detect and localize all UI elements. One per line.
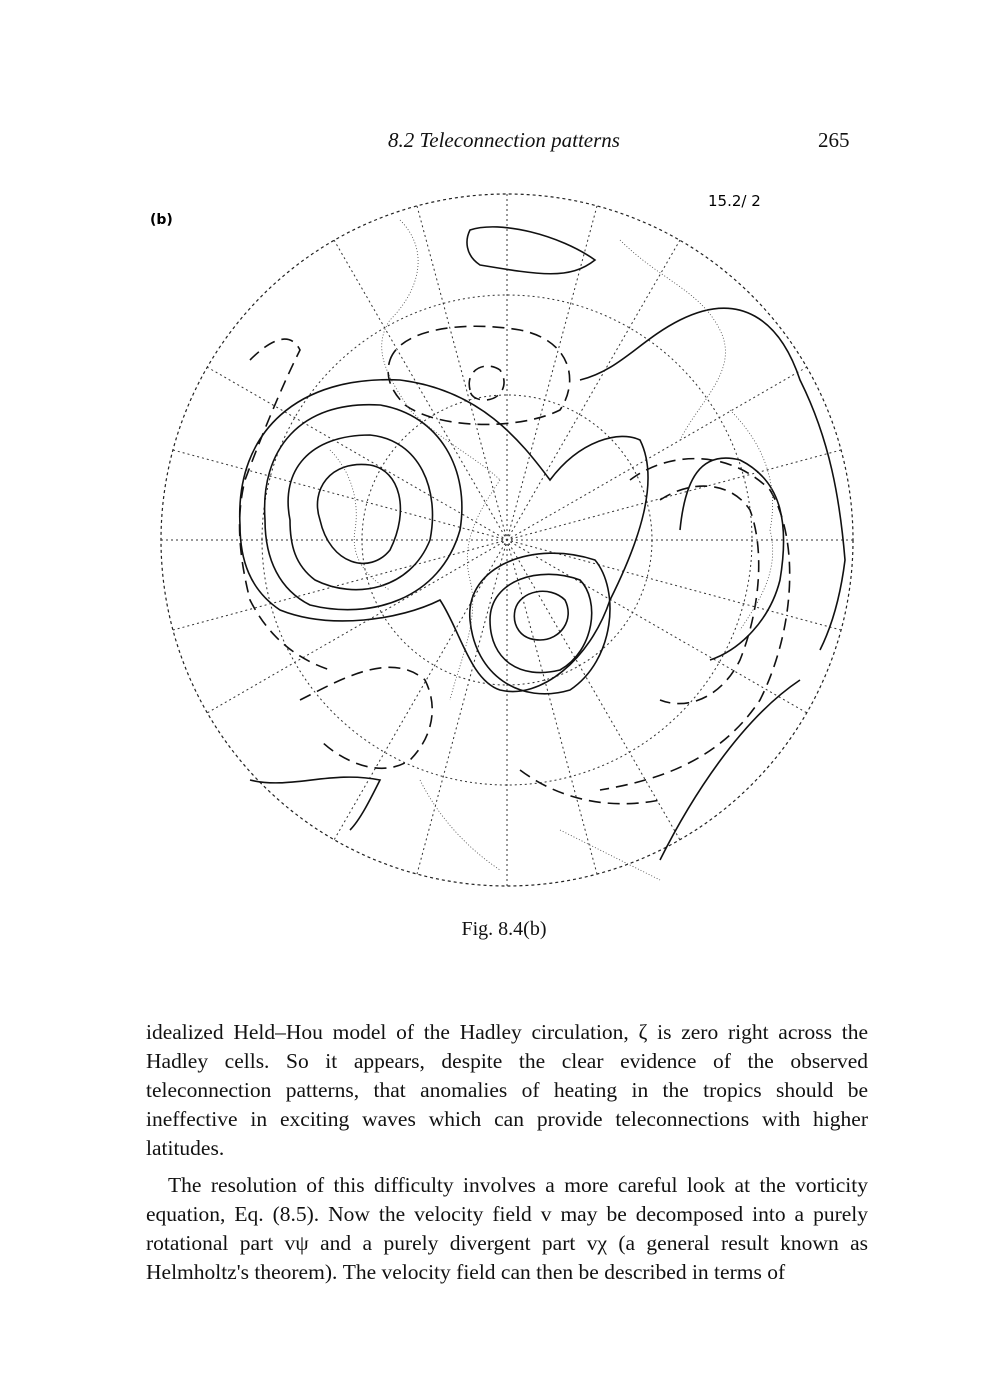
paragraph-2: The resolution of this difficulty involves a more careful look at the vorticity equation, Eq. (8.5). Now the velocity field v may be decomposed into a purely rotational part vψ and a purely divergent part vχ (a general result known as Helmholtz's theorem). The velocity field can then be described in terms of: [146, 1173, 868, 1284]
contour-southwest-lobe: [250, 777, 380, 830]
contour-southeast-line: [660, 680, 800, 860]
figure-caption: Fig. 8.4(b): [461, 918, 547, 940]
negative-contours: [240, 326, 790, 804]
polar-contour-map: [140, 180, 880, 900]
contour-west-negative: [240, 339, 330, 670]
contour-top-cell: [467, 227, 595, 274]
contour-hemispheric-ring: [240, 380, 648, 692]
contour-east-outer: [580, 308, 845, 650]
panel-label: (b): [150, 212, 173, 228]
contour-west-low-2: [288, 435, 432, 590]
running-head: [0, 128, 1008, 158]
paragraph-1: idealized Held–Hou model of the Hadley circulation, ζ is zero right across the Hadley cells. So it appears, despite the clear evidence of the observed teleconnection patterns, that anomalies of heating in the tropics should be ineffective in exciting waves which can provide teleconnections with higher latitudes.: [146, 1020, 868, 1160]
contour-north-low-1: [469, 366, 504, 400]
contour-east-arc: [680, 458, 784, 660]
contour-center-high-1: [514, 591, 568, 640]
contour-west-low-1: [317, 464, 400, 563]
running-title: 8.2 Teleconnection patterns: [388, 128, 620, 152]
contour-south-negative: [520, 770, 660, 804]
page-number: 265: [818, 128, 850, 152]
body-text: [146, 1018, 868, 1295]
contour-east-negative-2: [600, 459, 790, 790]
contour-southwest-negative: [300, 667, 432, 768]
figure-8-4b: [140, 180, 880, 900]
positive-contours: [240, 227, 845, 860]
contour-interval-label: 15.2/ 2: [708, 192, 761, 210]
